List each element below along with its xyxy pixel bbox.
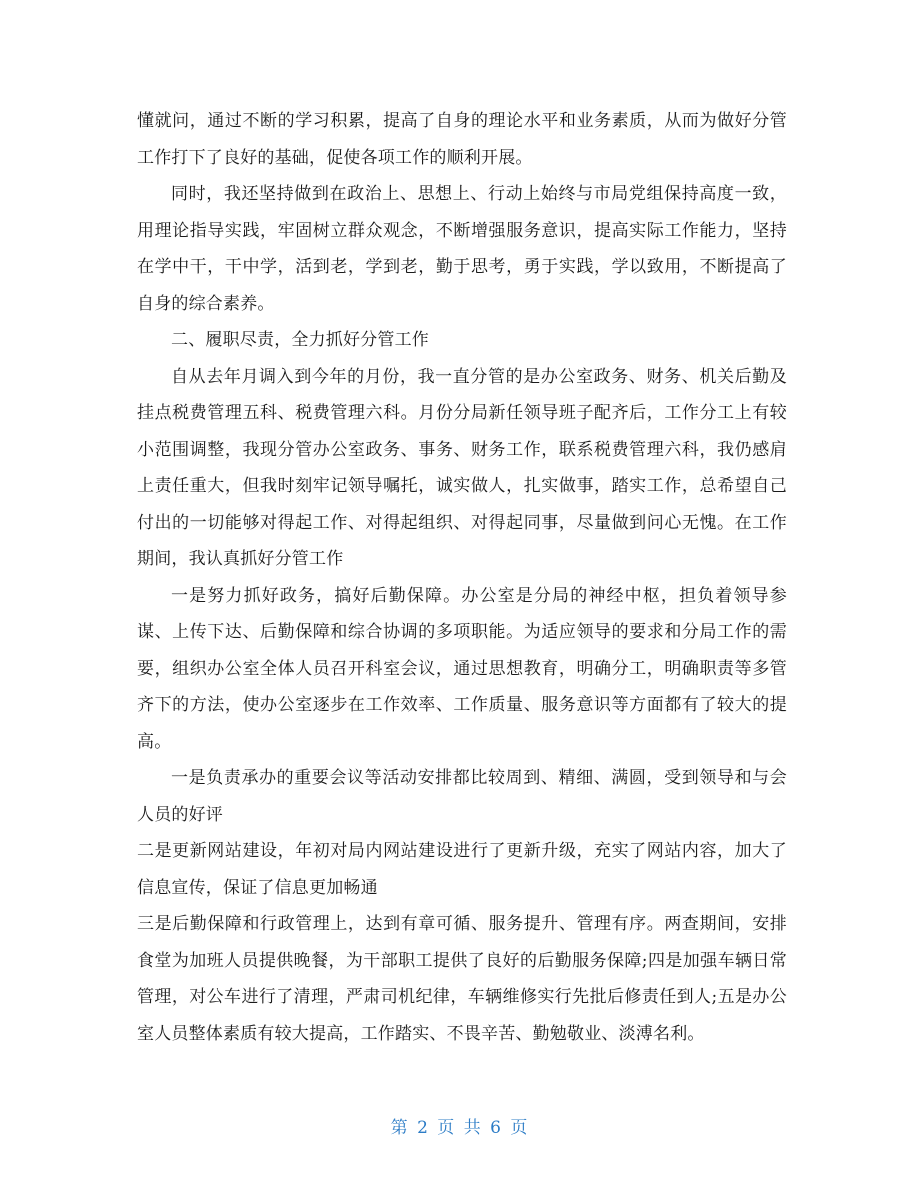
paragraph-5: 一是负责承办的重要会议等活动安排都比较周到、精细、满圆，受到领导和与会人员的好评 xyxy=(137,768,787,825)
paragraph-4: 一是努力抓好政务，搞好后勤保障。办公室是分局的神经中枢，担负着领导参谋、上传下达、后勤保障和综合协调的多项职能。为适应领导的要求和分局工作的需要，组织办公室全体人员召开科室会议，通过思想教育，明确分工，明确职责等多管齐下的方法，使办公室逐步在工作效率、工作质量、服务意识等方面都有了较大的提高。 xyxy=(137,585,787,752)
document-body xyxy=(137,103,787,1052)
paragraph-3: 自从去年月调入到今年的月份，我一直分管的是办公室政务、财务、机关后勤及挂点税费管理五科、税费管理六科。月份分局新任领导班子配齐后，工作分工上有较小范围调整，我现分管办公室政务、事务、财务工作，联系税费管理六科，我仍感肩上责任重大，但我时刻牢记领导嘱托，诚实做人，扎实做事，踏实工作，总希望自己付出的一切能够对得起工作、对得起组织、对得起同事，尽量做到问心无愧。在工作期间，我认真抓好分管工作 xyxy=(137,366,787,569)
paragraph-2: 同时，我还坚持做到在政治上、思想上、行动上始终与市局党组保持高度一致，用理论指导实践，牢固树立群众观念，不断增强服务意识，提高实际工作能力，坚持在学中干，干中学，活到老，学到老，勤于思考，勇于实践，学以致用，不断提高了自身的综合素养。 xyxy=(137,184,787,314)
paragraph-6: 二是更新网站建设，年初对局内网站建设进行了更新升级，充实了网站内容，加大了信息宣传，保证了信息更加畅通 xyxy=(137,841,787,898)
section-heading: 二、履职尽责，全力抓好分管工作 xyxy=(171,330,429,350)
paragraph-1: 懂就问，通过不断的学习积累，提高了自身的理论水平和业务素质，从而为做好分管工作打下了良好的基础，促使各项工作的顺利开展。 xyxy=(137,111,787,168)
paragraph-7: 三是后勤保障和行政管理上，达到有章可循、服务提升、管理有序。两查期间，安排食堂为加班人员提供晚餐，为干部职工提供了良好的后勤服务保障;四是加强车辆日常管理，对公车进行了清理，严肃司机纪律，车辆维修实行先批后修责任到人;五是办公室人员整体素质有较大提高，工作踏实、不畏辛苦、勤勉敬业、淡溥名利。 xyxy=(137,914,787,1044)
page-number-footer: 第 2 页 共 6 页 xyxy=(390,1118,530,1138)
